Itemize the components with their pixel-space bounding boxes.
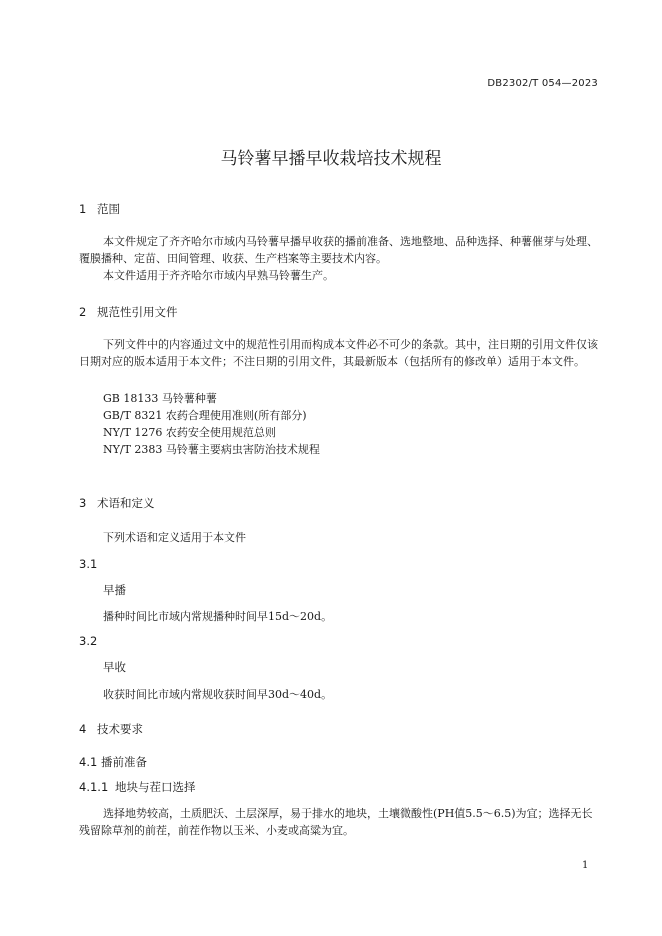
document-title: 马铃薯早播早收栽培技术规程 <box>220 149 442 169</box>
section-title: 播前准备 <box>101 755 147 769</box>
reference-item: GB/T 8321 农药合理使用准则(所有部分) <box>103 409 307 422</box>
section-4-1-1-paragraph-1: 选择地势较高，土质肥沃、土层深厚，易于排水的地块，土壤微酸性(PH值5.5～6.5)为宜；选择无长残留除草剂的前茬，前茬作物以玉米、小麦或高粱为宜。 <box>79 807 593 837</box>
reference-item: NY/T 1276 农药安全使用规范总则 <box>103 426 276 439</box>
section-1-heading <box>79 201 120 217</box>
section-4-heading <box>79 721 143 737</box>
section-number: 4 <box>79 722 87 736</box>
section-3-heading <box>79 495 155 511</box>
term-3-1-definition: 播种时间比市域内常规播种时间早15d～20d。 <box>103 610 333 623</box>
section-title: 技术要求 <box>97 722 143 736</box>
term-3-1-number: 3.1 <box>79 557 98 571</box>
term-3-2-definition: 收获时间比市域内常规收获时间早30d～40d。 <box>103 688 333 701</box>
section-3-paragraph-1: 下列术语和定义适用于本文件 <box>103 531 246 544</box>
section-4-1-1-heading <box>79 779 196 795</box>
section-2-paragraph-1: 下列文件中的内容通过文中的规范性引用而构成本文件必不可少的条款。其中，注日期的引用文件仅该日期对应的版本适用于本文件；不注日期的引用文件，其最新版本（包括所有的修改单）适用于本文件。 <box>79 338 598 368</box>
document-code: DB2302/T 054—2023 <box>487 78 598 89</box>
section-number: 3 <box>79 496 87 510</box>
term-3-1-name: 早播 <box>103 583 126 597</box>
section-number: 1 <box>79 202 87 216</box>
section-title: 术语和定义 <box>97 496 155 510</box>
reference-item: NY/T 2383 马铃薯主要病虫害防治技术规程 <box>103 443 320 456</box>
reference-item: GB 18133 马铃薯种薯 <box>103 392 217 405</box>
section-title: 地块与茬口选择 <box>115 780 196 794</box>
section-2-heading <box>79 304 178 320</box>
section-number: 4.1 <box>79 755 98 769</box>
term-3-2-name: 早收 <box>103 660 126 674</box>
section-title: 范围 <box>97 202 120 216</box>
section-1-paragraph-2: 本文件适用于齐齐哈尔市域内早熟马铃薯生产。 <box>103 269 334 282</box>
section-1-paragraph-1: 本文件规定了齐齐哈尔市域内马铃薯早播早收获的播前准备、选地整地、品种选择、种薯催芽与处理、覆膜播种、定苗、田间管理、收获、生产档案等主要技术内容。 <box>79 235 598 265</box>
section-number: 2 <box>79 305 87 319</box>
page-number: 1 <box>582 860 589 871</box>
section-number: 4.1.1 <box>79 780 109 794</box>
term-3-2-number: 3.2 <box>79 634 98 648</box>
section-title: 规范性引用文件 <box>97 305 178 319</box>
section-4-1-heading <box>79 754 147 770</box>
